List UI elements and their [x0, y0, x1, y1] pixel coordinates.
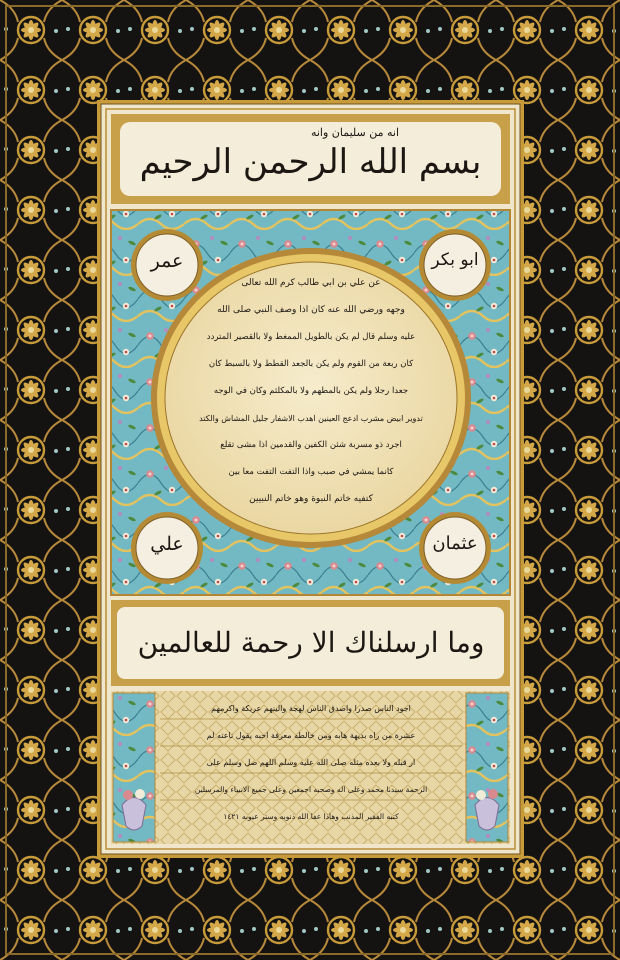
colophon-line: عشرة من راه بديهة هابه ومن خالطه معرفة احبه يقول ناعته لم: [206, 731, 416, 740]
main-text-block: [172, 270, 450, 513]
main-text-line: كتفيه خاتم النبوة وهو خاتم النبيين: [249, 494, 373, 504]
header-small-text: انه من سليمان وانه: [310, 126, 400, 139]
main-text-line: جعدا رجلا ولم يكن بالمطهم ولا بالمكلثم وكان في الوجه: [213, 386, 409, 396]
main-text-line: عليه وسلم قال لم يكن بالطويل الممغط ولا بالقصير المتردد: [206, 332, 416, 342]
colophon-line: كتبه الفقير المذنب وهاذا عفا الله ذنوبه وستر عيوبه ١٤٢١: [223, 812, 399, 821]
medallion-bottom-left-name: علي: [150, 533, 184, 555]
main-text-line: وجهه ورضي الله عنه كان اذا وصف النبي صلى الله: [217, 305, 405, 315]
main-text-line: عن علي بن ابي طالب كرم الله تعالى: [241, 278, 381, 288]
medallion-top-left-name: عمر: [150, 250, 184, 272]
colophon-line: اجود الناس صدرا واصدق الناس لهجة والينهم عريكة واكرمهم: [211, 704, 411, 713]
main-text-line: كان ربعة من القوم ولم يكن بالجعد القطط ولا بالسبط كان: [208, 359, 414, 369]
colophon-line: ار قبله ولا بعده مثله صلى الله عليه وسلم اللهم صل وسلم على: [206, 758, 416, 767]
main-text-line: كانما يمشي في صبب واذا التفت التفت معا بين: [228, 467, 394, 477]
main-text-line: اجرد ذو مسربة شثن الكفين والقدمين اذا مشى تقلع: [220, 440, 402, 450]
colophon-text-block: [160, 695, 462, 830]
header-basmala: بسم الله الرحمن الرحيم: [139, 142, 482, 182]
medallion-top-right-name: ابو بكر: [431, 250, 479, 270]
medallion-bottom-right-name: عثمان: [432, 533, 478, 554]
colophon-line: الرحمة سيدنا محمد وعلى اله وصحبه اجمعين وعلى جميع الانبياء والمرسلين: [194, 785, 428, 794]
main-text-line: تدوير ابيض مشرب ادعج العينين اهدب الاشفار جليل المشاش والكتد: [199, 414, 423, 423]
verse-text: وما ارسلناك الا رحمة للعالمين: [137, 626, 485, 659]
